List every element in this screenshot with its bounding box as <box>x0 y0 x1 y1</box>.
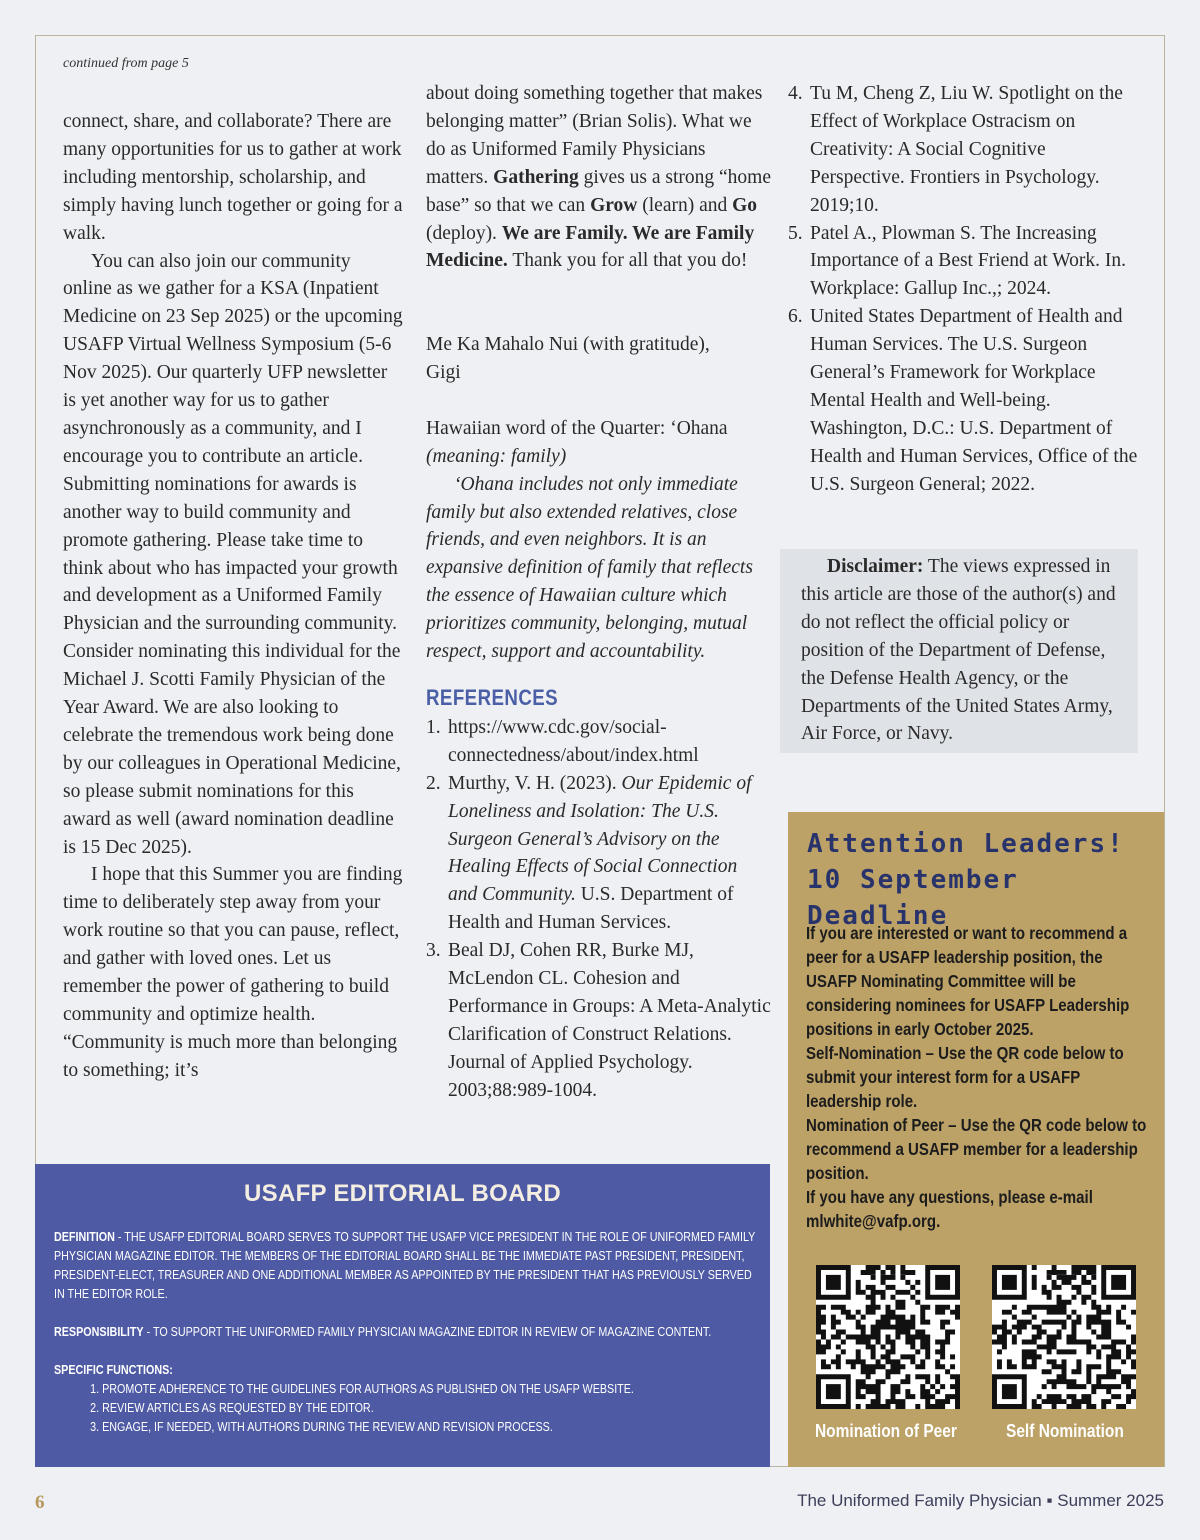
closing-paragraph <box>426 80 771 275</box>
text: (deploy). <box>426 222 497 244</box>
attention-leaders-box <box>788 812 1164 1467</box>
text: Thank you for all that you do! <box>512 250 748 272</box>
article-column-3 <box>788 80 1138 499</box>
qr-code-self-nomination[interactable] <box>992 1265 1136 1409</box>
emphasis: We are Family. We are Family Medicine. <box>426 222 755 272</box>
reference-text: Beal DJ, Cohen RR, Burke MJ, McLendon CL. Cohesion and Performance in Groups: A Meta-Analytic Clarification of Construct Relations. Journal of Applied Psychology. 2003;88:989-1004. <box>448 940 771 1101</box>
reference-text: https://www.cdc.gov/social-connectedness/about/index.html <box>448 716 699 766</box>
reference-item <box>426 714 771 770</box>
attention-title <box>807 826 1164 934</box>
text: gives us a strong “home base” so that we can <box>426 166 772 216</box>
paragraph: You can also join our community online as we gather for a KSA (Inpatient Medicine on 23 Sep 2025) or the upcoming USAFP Virtual Wellness Symposium (5-6 Nov 2025). Our quarterly UFP newsletter is yet another way for us to gather asynchronously as a community, and I encourage you to contribute an article. Submitting nominations for awards is another way to build community and promote gathering. Please take time to think about who has impacted your growth and development as a Uniformed Family Physician and the surrounding community. Consider nominating this individual for the Michael J. Scotti Family Physician of the Year Award. We are also looking to celebrate the tremendous work being done by our colleagues in Operational Medicine, so please submit nominations for this award as well (award nomination deadline is 15 Dec 2025). <box>63 250 403 858</box>
attention-line[interactable]: If you have any questions, please e-mail mlwhite@vafp.org. <box>806 1187 1093 1231</box>
emphasis: Grow <box>590 194 638 216</box>
reference-title: Our Epidemic of Loneliness and Isolation: The U.S. Surgeon General’s Advisory on the Healing Effects of Social Connection and Community. <box>448 772 752 906</box>
editorial-board-body <box>54 1228 759 1437</box>
reference-item <box>788 220 1138 304</box>
signoff: Me Ka Mahalo Nui (with gratitude), <box>426 334 710 356</box>
disclaimer-body: The views expressed in this article are those of the author(s) and do not reflect the official policy or position of the Department of Defense, the Defense Health Agency, or the Departments of the United States Army, Air Force, or Navy. <box>801 556 1116 745</box>
references-list <box>426 714 771 1105</box>
attention-line: Self-Nomination – Use the QR code below to submit your interest form for a USAFP leadership role. <box>806 1043 1124 1111</box>
reference-text: Tu M, Cheng Z, Liu W. Spotlight on the Effect of Workplace Ostracism on Creativity: A Social Cognitive Perspective. Frontiers in Psychology. 2019;10. <box>810 83 1123 216</box>
functions-label: SPECIFIC FUNCTIONS: <box>54 1363 173 1377</box>
reference-item <box>788 303 1138 498</box>
hawaiian-word-description: ‘Ohana includes not only immediate family but also extended relatives, close friends, and even neighbors. It is an expansive definition of family that reflects the essence of Hawaiian culture which prioritizes community, belonging, mutual respect, support and accountability. <box>426 473 753 663</box>
paragraph: I hope that this Summer you are finding time to deliberately step away from your work routine so that you can pause, reflect, and gather with loved ones. Let us remember the power of gathering to build community and optimize health. “Community is much more than belonging to something; it’s <box>63 864 403 1081</box>
attention-body <box>806 921 1157 1233</box>
board-definition <box>54 1228 759 1304</box>
reference-text: U.S. Department of Health and Human Services. <box>448 884 734 934</box>
function-item: 1. PROMOTE ADHERENCE TO THE GUIDELINES FOR AUTHORS AS PUBLISHED ON THE USAFP WEBSITE. <box>90 1382 634 1396</box>
reference-text: United States Department of Health and Human Services. The U.S. Surgeon General’s Framework for Workplace Mental Health and Well-being. Washington, D.C.: U.S. Department of Health and Human Services, Office of the U.S. Surgeon General; 2022. <box>810 306 1138 495</box>
references-heading: REFERENCES <box>426 685 559 710</box>
reference-number: 3. <box>426 940 441 962</box>
attention-title-line: Attention Leaders! <box>807 829 1125 859</box>
reference-text: Murthy, V. H. (2023). <box>448 772 617 794</box>
page-number: 6 <box>35 1492 45 1513</box>
references-list <box>788 80 1138 499</box>
responsibility-label: RESPONSIBILITY <box>54 1325 144 1339</box>
reference-item <box>426 770 771 937</box>
board-responsibility <box>54 1323 759 1342</box>
continued-note: continued from page 5 <box>63 56 189 71</box>
reference-number: 2. <box>426 772 441 794</box>
responsibility-text: - TO SUPPORT THE UNIFORMED FAMILY PHYSICIAN MAGAZINE EDITOR IN REVIEW OF MAGAZINE CONTENT. <box>143 1325 712 1339</box>
paragraph: connect, share, and collaborate? There are many opportunities for us to gather at work including mentorship, scholarship, and simply having lunch together or going for a walk. <box>63 111 403 244</box>
publication-footer: The Uniformed Family Physician ▪ Summer 2025 <box>797 1491 1164 1510</box>
qr-label-nomination-of-peer: Nomination of Peer <box>815 1421 957 1441</box>
article-column-1 <box>63 108 403 1085</box>
text: about doing something together that makes belonging matter” (Brian Solis). What we do as Uniformed Family Physicians matters. <box>426 83 763 188</box>
article-column-2 <box>426 80 771 1105</box>
qr-pattern <box>816 1265 960 1409</box>
definition-text: - THE USAFP EDITORIAL BOARD SERVES TO SUPPORT THE USAFP VICE PRESIDENT IN THE ROLE OF UNIFORMED FAMILY PHYSICIAN MAGAZINE EDITOR. THE MEMBERS OF THE EDITORIAL BOARD SHALL BE THE IMMEDIATE PAST PRESIDENT, PRESIDENT, PRESIDENT-ELECT, TREASURER AND ONE ADDITIONAL MEMBER AS APPOINTED BY THE PRESIDENT THAT HAS PREVIOUSLY SERVED IN THE EDITOR ROLE. <box>54 1230 756 1301</box>
qr-pattern <box>992 1265 1136 1409</box>
reference-text: Patel A., Plowman S. The Increasing Importance of a Best Friend at Work. In. Workplace: Gallup Inc.,; 2024. <box>810 222 1126 300</box>
editorial-board-title: USAFP EDITORIAL BOARD <box>244 1180 561 1207</box>
reference-number: 6. <box>788 306 803 328</box>
reference-number: 5. <box>788 222 803 244</box>
function-item: 3. ENGAGE, IF NEEDED, WITH AUTHORS DURING THE REVIEW AND REVISION PROCESS. <box>90 1420 553 1434</box>
definition-label: DEFINITION <box>54 1230 115 1244</box>
attention-line: If you are interested or want to recommend a peer for a USAFP leadership position, the USAFP Nominating Committee will be considering nominees for USAFP Leadership positions in early October 2025. <box>806 923 1130 1039</box>
text: (learn) and <box>642 194 728 216</box>
disclaimer-box <box>780 549 1138 753</box>
qr-label-self-nomination: Self Nomination <box>1006 1421 1124 1441</box>
attention-line: Nomination of Peer – Use the QR code below to recommend a USAFP member for a leadership position. <box>806 1115 1147 1183</box>
disclaimer-text <box>801 553 1126 748</box>
hawaiian-word-meaning: (meaning: family) <box>426 445 567 467</box>
reference-number: 1. <box>426 716 441 738</box>
hawaiian-word-label: Hawaiian word of the Quarter: ‘Ohana <box>426 417 728 439</box>
function-item: 2. REVIEW ARTICLES AS REQUESTED BY THE EDITOR. <box>90 1401 374 1415</box>
emphasis: Go <box>732 194 758 216</box>
attention-deadline: 10 September Deadline <box>807 865 1019 931</box>
reference-number: 4. <box>788 83 803 104</box>
reference-item <box>788 80 1138 220</box>
reference-item <box>426 937 771 1104</box>
disclaimer-label: Disclaimer: <box>827 556 924 577</box>
editorial-board-box <box>35 1164 770 1467</box>
signature: Gigi <box>426 362 461 384</box>
emphasis: Gathering <box>493 166 579 188</box>
qr-code-nomination-of-peer[interactable] <box>816 1265 960 1409</box>
